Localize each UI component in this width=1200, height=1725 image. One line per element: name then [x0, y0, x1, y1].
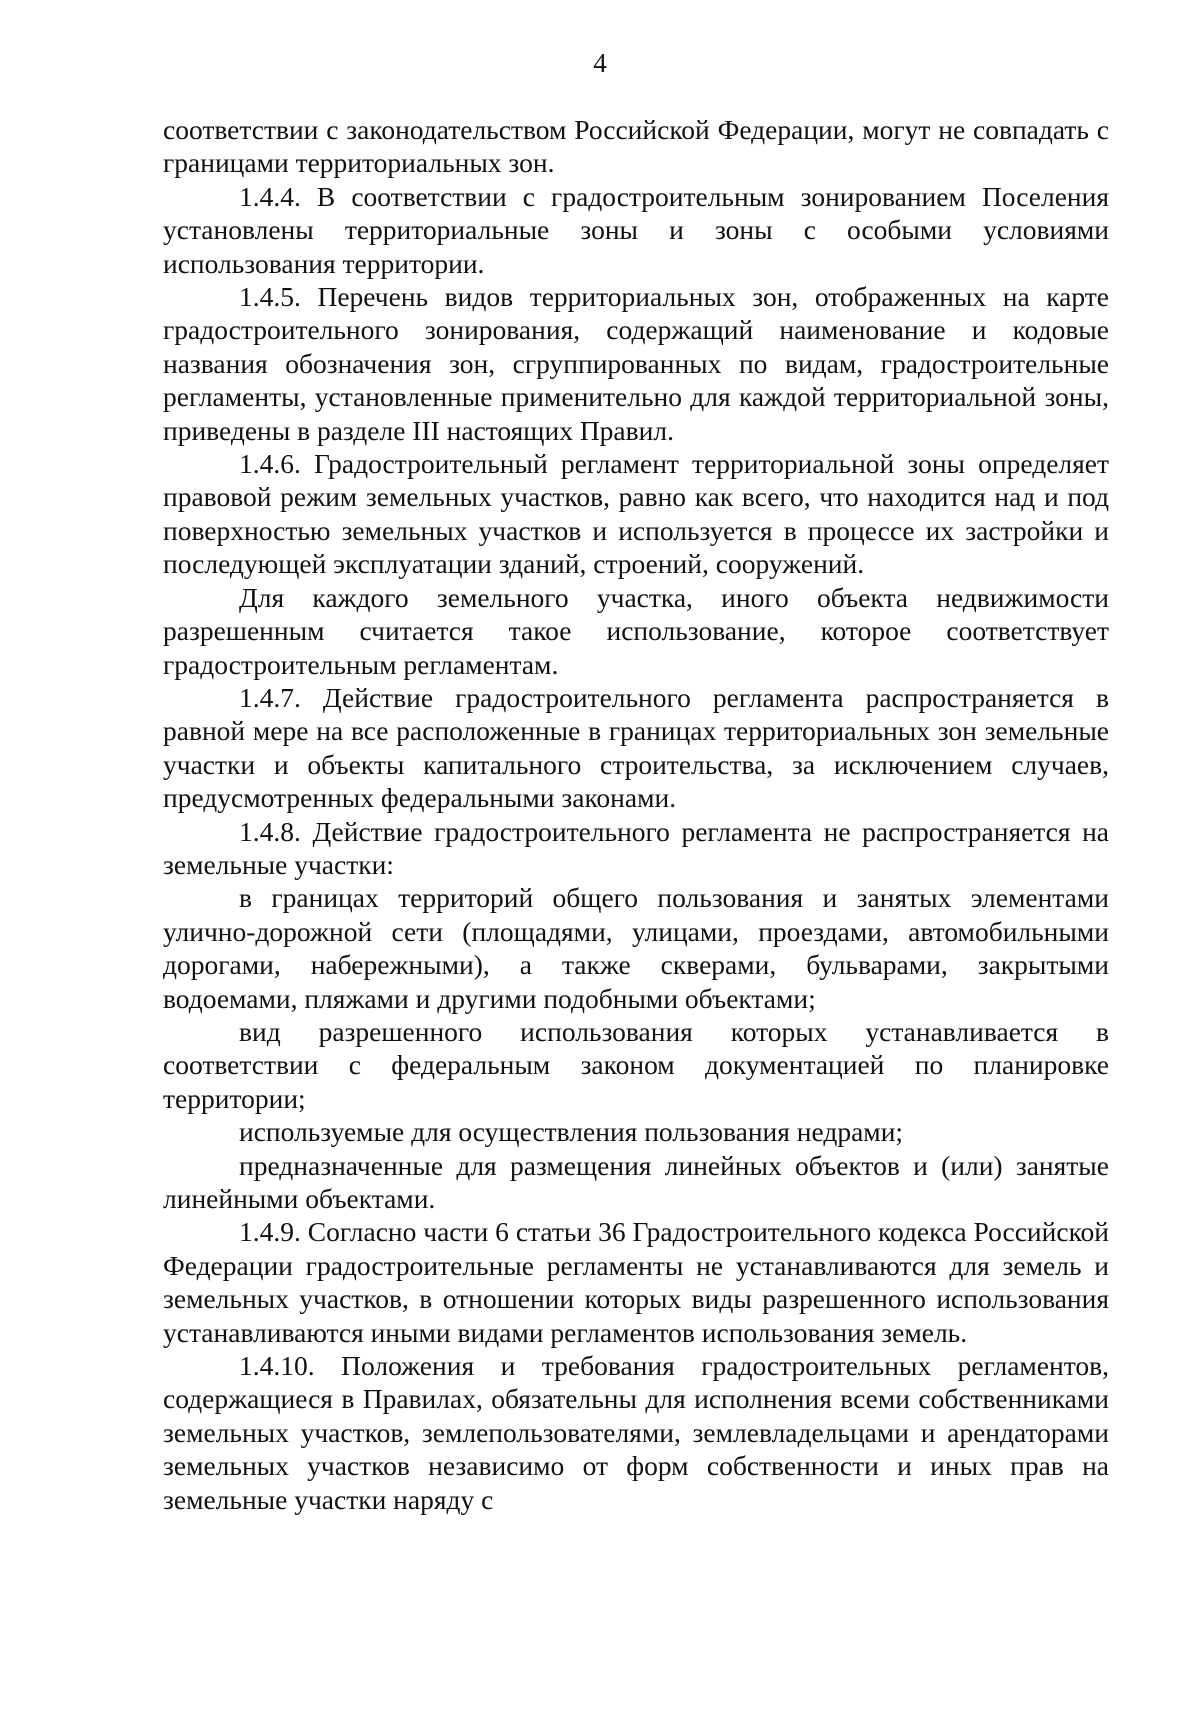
list-item-subsoil-use: используемые для осуществления пользования недрами; — [239, 1116, 904, 1148]
paragraph-1-4-10: 1.4.10. Положения и требования градостроительных регламентов, содержащиеся в Правилах, обязательны для исполнения всеми собственниками земельных участков, землепользователями, землевладельцами и арендаторами земельных участков независимо от форм собственности и иных прав на земельные участки наряду с — [163, 1350, 1109, 1515]
paragraph-1-4-6: 1.4.6. Градостроительный регламент территориальной зоны определяет правовой режим земельных участков, равно как всего, что находится над и под поверхностью земельных участков и используется в процессе их застройки и последующей эксплуатации зданий, строений, сооружений. — [163, 448, 1109, 580]
paragraph-continuation: соответствии с законодательством Российской Федерации, могут не совпадать с границами территориальных зон. — [163, 114, 1109, 179]
paragraph-1-4-8: 1.4.8. Действие градостроительного регламента не распространяется на земельные участки: — [163, 815, 1109, 880]
document-body — [163, 113, 1109, 1516]
paragraph-1-4-5: 1.4.5. Перечень видов территориальных зон, отображенных на карте градостроительного зонирования, содержащий наименование и кодовые названия обозначения зон, сгруппированных по видам, градостроительные регламенты, установленные применительно для каждой территориальной зоны, приведены в разделе III настоящих Правил. — [163, 281, 1109, 446]
list-item-linear-objects: предназначенные для размещения линейных объектов и (или) занятые линейными объектами. — [163, 1149, 1109, 1214]
list-item-public-territories: в границах территорий общего пользования и занятых элементами улично-дорожной сети (площадями, улицами, проездами, автомобильными дорогами, набережными), а также скверами, бульварами, закрытыми водоемами, пляжами и другими подобными объектами; — [163, 882, 1109, 1014]
paragraph-1-4-9: 1.4.9. Согласно части 6 статьи 36 Градостроительного кодекса Российской Федерации градостроительные регламенты не устанавливаются для земель и земельных участков, в отношении которых виды разрешенного использования устанавливаются иными видами регламентов использования земель. — [163, 1216, 1109, 1348]
list-item-planning-documentation: вид разрешенного использования которых устанавливается в соответствии с федеральным законом документацией по планировке территории; — [163, 1015, 1109, 1114]
page-number: 4 — [593, 48, 607, 78]
paragraph-1-4-4: 1.4.4. В соответствии с градостроительным зонированием Поселения установлены территориальные зоны и зоны с особыми условиями использования территории. — [163, 180, 1109, 279]
paragraph-permitted-use: Для каждого земельного участка, иного объекта недвижимости разрешенным считается такое использование, которое соответствует градостроительным регламентам. — [163, 581, 1109, 680]
paragraph-1-4-7: 1.4.7. Действие градостроительного регламента распространяется в равной мере на все расположенные в границах территориальных зон земельные участки и объекты капитального строительства, за исключением случаев, предусмотренных федеральными законами. — [163, 681, 1109, 814]
